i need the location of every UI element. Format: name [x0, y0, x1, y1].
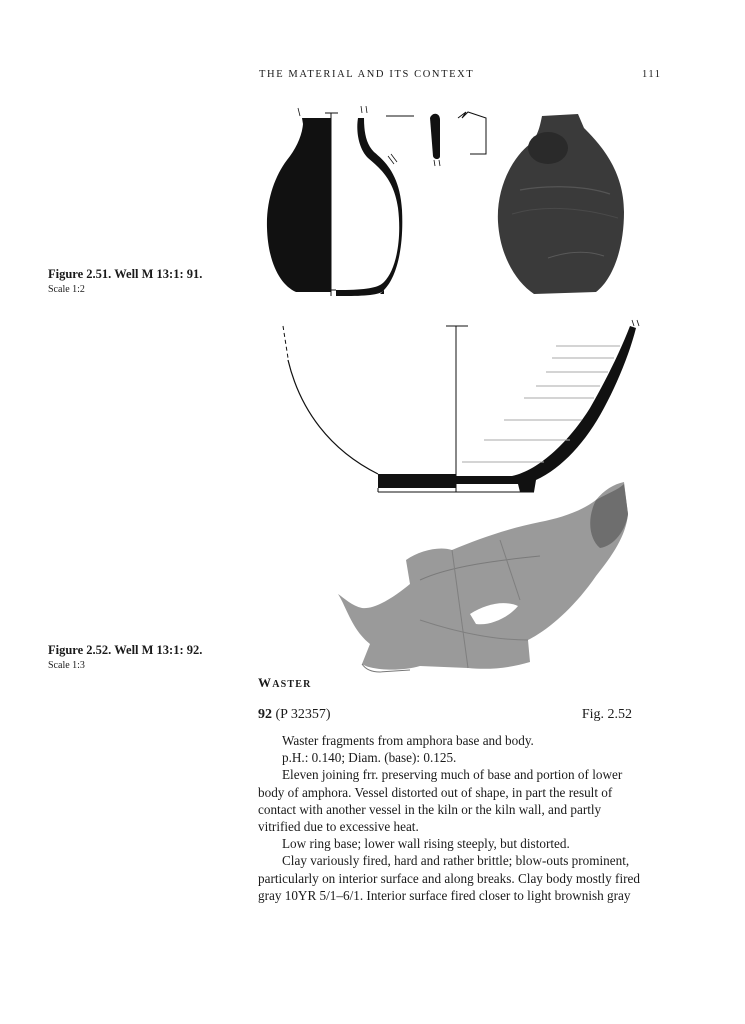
jug-photograph: [498, 114, 624, 294]
description-paragraph: Clay variously fired, hard and rather brittle; blow-outs prominent, particularly on interior surface and along breaks. Clay body mostly fired gray 10YR 5/1–6/1. Interior surface fired closer to light brownish gray: [258, 853, 640, 903]
figure-reference: Fig. 2.52: [581, 707, 632, 722]
catalogue-entry-heading: [258, 707, 632, 723]
description-paragraph: Low ring base; lower wall rising steeply, but distorted.: [282, 836, 570, 852]
waster-photograph: [338, 482, 628, 672]
jug-profile-drawing: [267, 106, 402, 296]
handle-section-drawing: [386, 112, 486, 166]
description-paragraph: p.H.: 0.140; Diam. (base): 0.125.: [282, 750, 457, 766]
page-number: 111: [642, 69, 662, 80]
running-header: THE MATERIAL AND ITS CONTEXT: [259, 69, 475, 80]
catalogue-number: 92: [258, 707, 272, 722]
figure-2-51-scale: Scale 1:2: [48, 284, 85, 295]
amphora-base-profile-drawing: [283, 320, 639, 492]
catalogue-description: [258, 732, 642, 904]
figure-2-51-caption: Figure 2.51. Well M 13:1: 91.: [48, 267, 203, 281]
figure-2-52-caption: Figure 2.52. Well M 13:1: 92.: [48, 643, 203, 657]
description-paragraph: Waster fragments from amphora base and body.: [282, 733, 534, 748]
section-heading-initial: W: [258, 675, 273, 690]
description-paragraph: Eleven joining frr. preserving much of base and portion of lower body of amphora. Vessel distorted out of shape, in part the result of contact with another vessel in the kiln or the kiln wall, and partly vitrified due to excessive heat.: [258, 767, 623, 835]
section-heading: [258, 675, 312, 691]
section-heading-rest: ASTER: [272, 679, 312, 690]
figure-2-52-scale: Scale 1:3: [48, 660, 85, 671]
inventory-number: (P 32357): [272, 707, 331, 722]
